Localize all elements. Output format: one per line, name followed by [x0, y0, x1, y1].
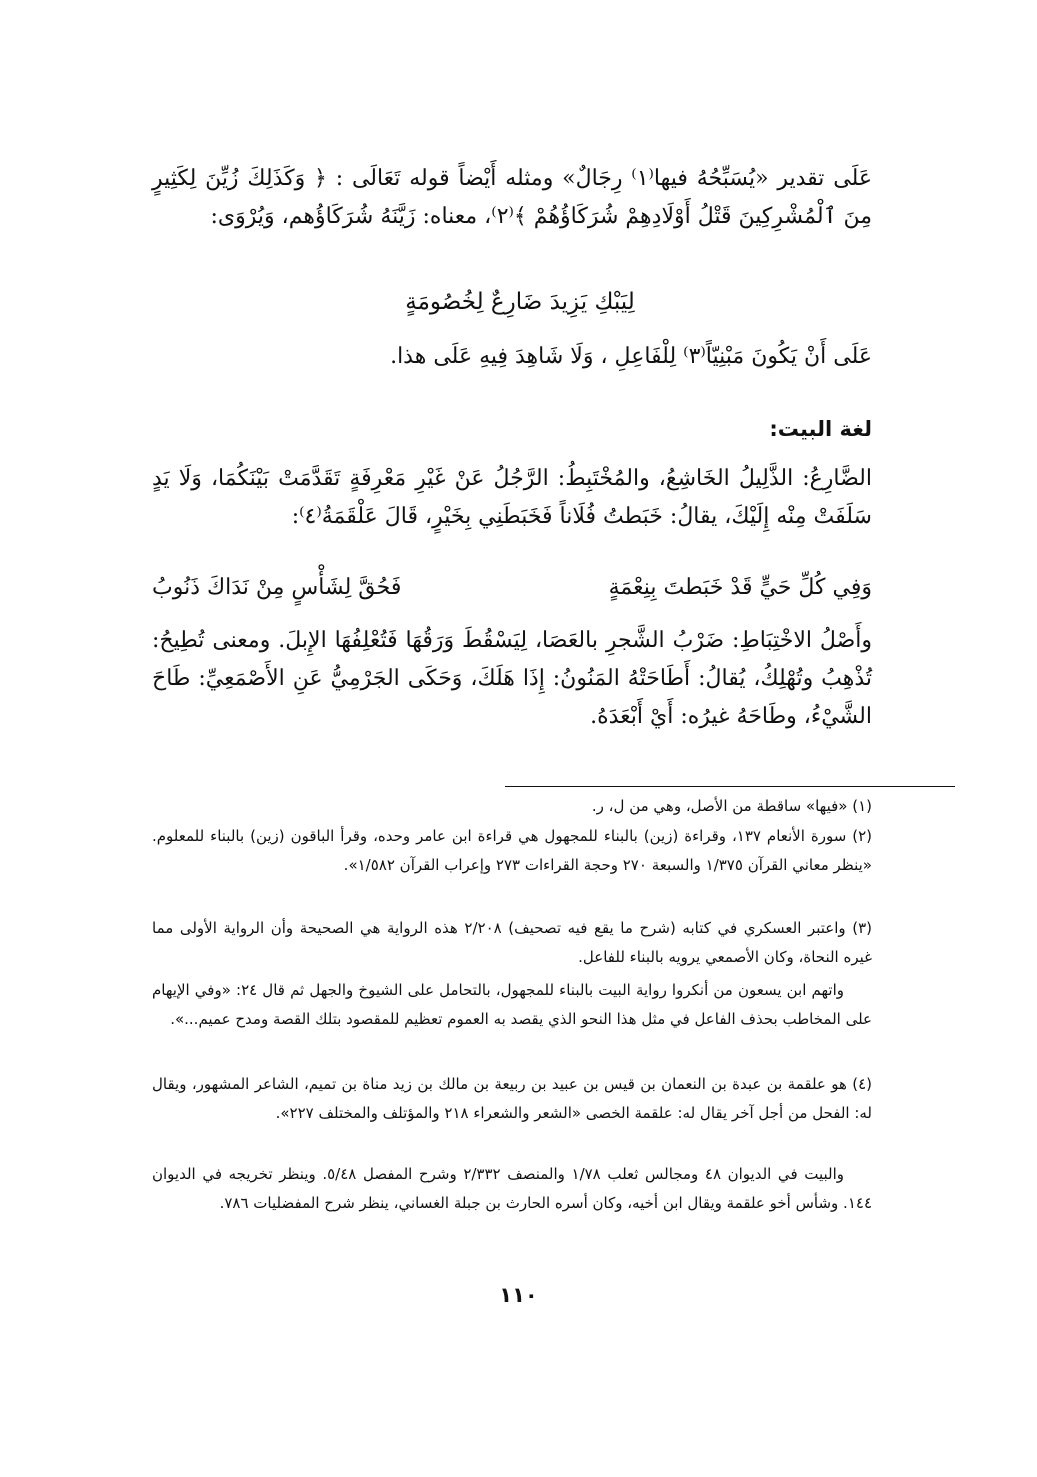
verse-hemistich-second: فَحُقَّ لِشَأْسٍ مِنْ نَدَاكَ ذَنُوبُ — [152, 575, 402, 600]
verse-line-1: لِيَبْكِ يَزِيدَ ضَارِعٌ لِخُصُومَةٍ — [405, 289, 635, 315]
footnote-4-continued: والبيت في الديوان ٤٨ ومجالس ثعلب ١/٧٨ والمنصف ٢/٣٣٢ وشرح المفصل ٥/٤٨. وينظر تخريجه في الديوان ١٤٤. وشأس أخو علقمة ويقال ابن أخيه، وكان أسره الحارث بن جبلة الغساني، ينظر شرح المفضليات ٧٨٦. — [152, 1165, 872, 1212]
footnote-1: (١) «فيها» ساقطة من الأصل، وهي من ل، ر. — [591, 797, 872, 815]
page-number: ١١٠ — [499, 1283, 538, 1307]
paragraph-explanation: وأَصْلُ الاخْتِبَاطِ: ضَرْبُ الشَّجرِ بالعَصَا، لِيَسْقُطَ وَرَقُهَا فَتُعْلِفُهَا الإِبلَ. ومعنى تُطِيحُ: تُذْهِبُ وتُهْلِكُ، يُقالُ: أَطَاحَتْهُ المَنُونُ: إِذَا هَلَكَ، وَحَكَى الجَرْمِيُّ عَنِ الأَصْمَعِيِّ: طَاحَ الشَّيْءُ، وطَاحَهُ غيرُه: أَيْ أَبْعَدَهُ. — [152, 628, 872, 729]
footnote-3: (٣) واعتبر العسكري في كتابه (شرح ما يقع فيه تصحيف) ٢/٢٠٨ هذه الرواية هي الصحيحة وأن الرواية الأولى مما غيره النحاة، وكان الأصمعي يرويه بالبناء للفاعل. — [152, 919, 873, 966]
footnote-4: (٤) هو علقمة بن عبدة بن النعمان بن قيس بن عبيد بن ربيعة بن مالك بن زيد مناة بن تميم، الشاعر المشهور، ويقال له: الفحل من أجل آخر يقال له: علقمة الخصى «الشعر والشعراء ٢١٨ والمؤتلف والمختلف ٢٢٧». — [152, 1075, 872, 1122]
paragraph-vocabulary: الضَّارِعُ: الذَّلِيلُ الخَاشِعُ، والمُخْتَبِطُ: الرَّجُلُ عَنْ غَيْرِ مَعْرِفَةٍ تَقَدَّمَتْ بَيْنَكُمَا، وَلَا يَدٍ سَلَفَتْ مِنْه إِلَيْكَ، يقالُ: خَبَطتُ فُلَاناً فَخَبَطَنِي بِخَيْرٍ، قَالَ عَلْقَمَةُ⁽٤⁾: — [152, 466, 872, 529]
footnote-2: (٢) سورة الأنعام ١٣٧، وقراءة (زين) بالبناء للمجهول هي قراءة ابن عامر وحده، وقرأ الباقون (زين) بالبناء للمعلوم. «ينظر معاني القرآن ١/٣٧٥ والسبعة ٢٧٠ وحجة القراءات ٢٧٣ وإعراب القرآن ١/٥٨٢». — [152, 827, 872, 874]
paragraph-intro: عَلَى تقدير «يُسَبِّحُهُ فيها⁽١⁾ رِجَالٌ» ومثله أَيْضاً قوله تَعَالَى : ﴿ وَكَذَلِكَ زُيِّنَ لِكَثِيرٍ مِنَ ٱلْمُشْرِكِينَ قَتْلُ أَوْلَادِهِمْ شُرَكَاؤُهُمْ ﴾⁽٢⁾، معناه: زَيَّنَهُ شُرَكَاؤُهم، وَيُرْوَى: — [152, 166, 872, 229]
footnote-divider — [505, 786, 955, 787]
paragraph-conclusion: عَلَى أَنْ يَكُونَ مَبْنِيّاً⁽٣⁾ لِلْفَاعِلِ ، وَلَا شَاهِدَ فِيهِ عَلَى هذا. — [390, 344, 872, 369]
section-heading: لغة البيت: — [769, 417, 872, 441]
verse-hemistich-first: وَفِي كُلِّ حَيٍّ قَدْ خَبَطتَ بِنِعْمَةٍ — [608, 575, 872, 600]
verse-line-2 — [152, 568, 872, 608]
footnote-3-continued: واتهم ابن يسعون من أنكروا رواية البيت بالبناء للمجهول، بالتحامل على الشيوخ والجهل ثم قال ٢٤: «وفي الإيهام على المخاطب بحذف الفاعل في مثل هذا النحو الذي يقصد به العموم تعظيم للمقصود بتلك القصة ومدح عميم...». — [152, 981, 872, 1028]
